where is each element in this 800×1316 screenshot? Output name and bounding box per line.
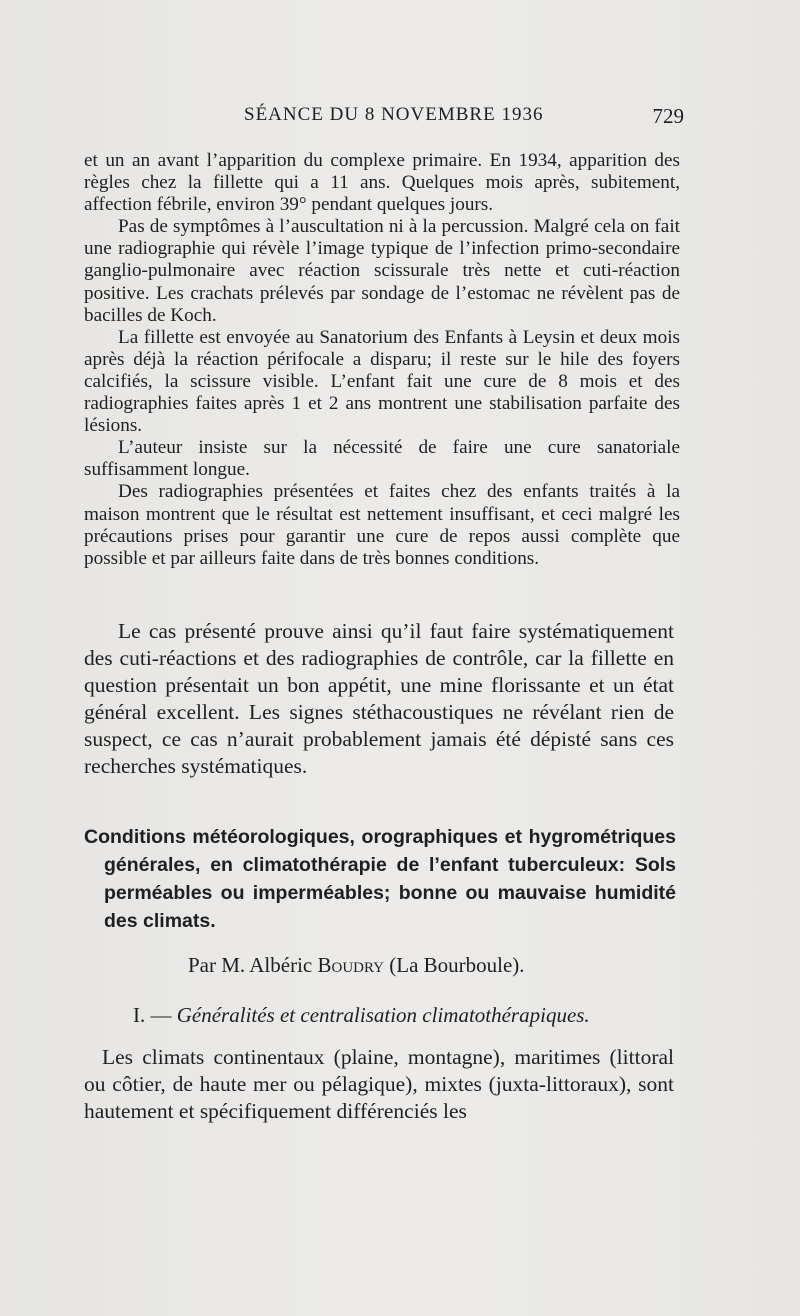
subsection-number: I. — <box>133 1003 172 1027</box>
byline-suffix: (La Bourboule). <box>389 953 525 977</box>
conclusion-text <box>84 618 674 780</box>
byline-prefix: Par M. Albéric <box>188 953 313 977</box>
case-report-text <box>84 150 680 570</box>
paragraph: La fillette est envoyée au Sanatorium des Enfants à Leysin et deux mois après déjà la réaction périfocale a disparu; il reste sur le hile des foyers calcifiés, la scissure visible. L’enfant fait une cure de 8 mois et des radiographies faites après 1 et 2 ans montrent une stabilisation parfaite des lésions. <box>84 326 680 437</box>
paragraph: Le cas présenté prouve ainsi qu’il faut faire systématiquement des cuti-réactions et des radiographies de contrôle, car la fillette en question présentait un bon appétit, une mine florissante et un état général excellent. Les signes stéthacoustiques ne révélant rien de suspect, ce cas n’aurait probablement jamais été dépisté sans ces recherches systématiques. <box>84 619 674 778</box>
section-body-text <box>84 1044 674 1125</box>
subsection-title: Généralités et centralisation climatothérapiques. <box>176 1003 590 1027</box>
page-header <box>84 104 684 134</box>
paragraph: Pas de symptômes à l’auscultation ni à la percussion. Malgré cela on fait une radiographie qui révèle l’image typique de l’infection primo-secondaire ganglio-pulmonaire avec réaction scissurale très nette et cuti-réaction positive. Les crachats prélevés par sondage de l’estomac ne révèlent pas de bacilles de Koch. <box>84 216 680 326</box>
page-number: 729 <box>652 104 684 128</box>
paragraph: L’auteur insiste sur la nécessité de faire une cure sanatoriale suffisamment longue. <box>84 437 680 481</box>
paragraph: Les climats continentaux (plaine, montagne), maritimes (littoral ou côtier, de haute mer ou pélagique), mixtes (juxta-littoraux), sont hautement et spécifiquement différenciés les <box>84 1045 674 1123</box>
paragraph: et un an avant l’apparition du complexe primaire. En 1934, apparition des règles chez la fillette qui a 11 ans. Quelques mois après, subitement, affection fébrile, environ 39° pendant quelques jours. <box>84 150 680 216</box>
section-title: Conditions météorologiques, orographiques et hygrométriques générales, en climatothérapie de l’enfant tuberculeux: Sols perméables ou imperméables; bonne ou mauvaise humidité des climats. <box>84 826 676 932</box>
subsection-heading <box>133 1003 590 1028</box>
running-head: SÉANCE DU 8 NOVEMBRE 1936 <box>244 104 544 125</box>
author-byline <box>188 953 525 978</box>
author-name: Boudry <box>317 953 384 977</box>
paragraph: Des radiographies présentées et faites chez des enfants traités à la maison montrent que le résultat est nettement insuffisant, et ceci malgré les précautions prises pour garantir une cure de repos aussi complète que possible et par ailleurs faite dans de très bonnes conditions. <box>84 481 680 569</box>
